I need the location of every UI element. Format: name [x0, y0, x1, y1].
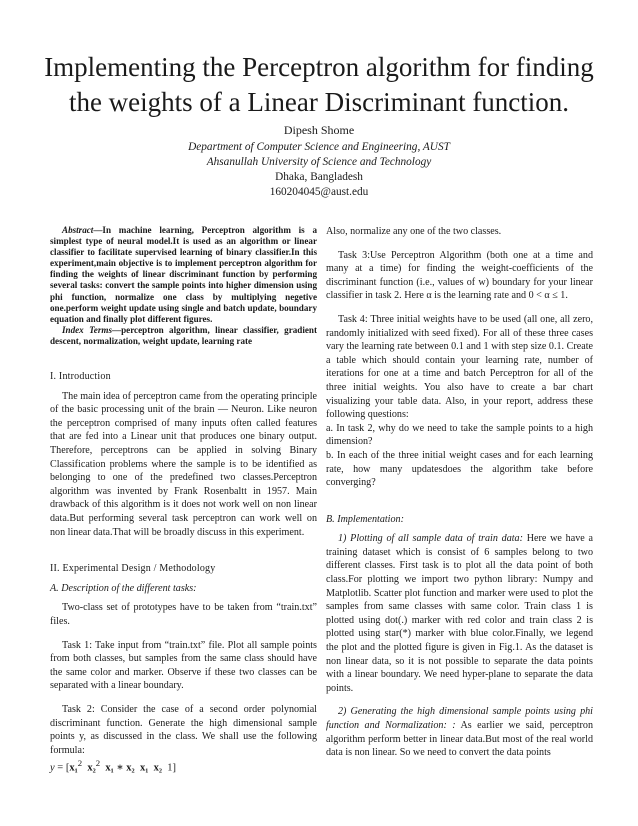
- intro-paragraph: The main idea of perceptron came from the operating principle of the basic processing unit of the brain — Neuron. Like neuron the perceptron comprised of many inputs often called features that are fed into a Linear unit that produces one binary output. Therefore, perceptrons can be applied in solving Binary Classification problems where the sample is to be identified as belonging to one of the predefined two classes.Perceptron algorithm was invented by Frank Rosenbaltt in 1957. Main drawback of this algorithm is it does not work well on non linear data.But performing several task perceptron can work well on non linear data.That will be broadly discuss in this experiment.: [50, 390, 317, 538]
- index-terms-text: —perceptron algorithm, linear classifier, gradient descent, normalization, weight update, learning rate: [50, 324, 317, 346]
- right-column: [326, 225, 593, 760]
- task2-paragraph: Task 2: Consider the case of a second order polynomial discriminant function. Generate the high dimensional sample points y, as discussed in the class. We shall use the following formula:: [50, 703, 317, 756]
- subsection-heading-tasks: A. Description of the different tasks:: [50, 582, 197, 594]
- left-column: [50, 225, 317, 775]
- normalize-paragraph: Also, normalize any one of the two classes.: [326, 226, 502, 237]
- step-1-heading: 1) Plotting of all sample data of train data:: [338, 533, 523, 545]
- phi-formula: y = [x₁$^2$ x₂$^2$ x₁ ∗ x₂ x₁ x₂ 1]: [50, 758, 177, 774]
- abstract-text: —In machine learning, Perceptron algorithm is a simplest type of neural model.It is used as an algorithm or linear classifier to facilitate supervised learning of binary classifier.In this experiment,main objective is to implement perceptron algorithm for finding the weights of linear discriminant function by performing several tasks: convert the sample points into higher dimension using phi function, normalize one class by multiplying negetive one.perform weight update using single and batch update, boundary equation and finally plot different figures.: [50, 225, 317, 324]
- section-heading-introduction: I. Introduction: [50, 371, 111, 383]
- step-2-heading: 2) Generating the high dimensional sample points using phi function and Normalization: :: [326, 706, 593, 731]
- implementation-step-1: 1) Plotting of all sample data of train data: Here we have a training dataset which is consist of 6 samples belong to two different classes. First task is to plot all the data point of both class.For plotting we import two python library: Numpy and Matplotlib. Scatter plot function and marker were used to plot the samples from same classes with same color. Train class 1 is plotted using dot(.) marker with red color and train class 2 is plotted using star(*) marker with blue color.Finally, we legend the plot and the plotted figure is given in Fig.1. As the dataset is non linear data, so it is not possible to separate the data points with a linear boundary. We need hyper-plane to separate the data points.: [326, 533, 593, 694]
- abstract: [50, 225, 317, 347]
- index-terms-label: Index Terms: [62, 324, 112, 335]
- train-file-paragraph: Two-class set of prototypes have to be taken from “train.txt” files.: [50, 602, 317, 627]
- author-name: Dipesh Shome: [283, 123, 355, 137]
- abstract-label: Abstract: [62, 225, 94, 235]
- implementation-step-2: 2) Generating the high dimensional sample points using phi function and Normalization: : As earlier we said, perceptron algorithm perform better in linear data.But most of the real world data is non linear. So we need to convert the data points: [326, 706, 593, 759]
- task4-question-b: b. In each of the three initial weight cases and for each learning rate, how many updatesdoes the algorithm take before converging?: [326, 449, 593, 489]
- author-email: 160204045@aust.edu: [269, 186, 369, 198]
- task4-paragraph: Task 4: Three initial weights have to be used (all one, all zero, randomly initialized with seed fixed). For all of these three cases vary the learning rate between 0.1 and 1 with step size 0.1. Create a table which should contain your learning rate, number of iterations for one at a time and batch Perceptron for all of the three initial weights. You also have to create a bar chart visualizing your table data. Also, in your report, address these following questions:: [326, 313, 593, 421]
- paper-title: Implementing the Perceptron algorithm for finding the weights of a Linear Discriminant function.: [44, 52, 594, 117]
- task4-question-a: a. In task 2, why do we need to take the sample points to a high dimension?: [326, 422, 593, 448]
- author-university: Ahsanullah University of Science and Technology: [206, 156, 432, 168]
- author-department: Department of Computer Science and Engineering, AUST: [188, 141, 450, 153]
- author-block: [100, 123, 538, 200]
- author-location: Dhaka, Bangladesh: [275, 171, 363, 183]
- task1-paragraph: Task 1: Take input from “train.txt” file. Plot all sample points from both classes, but samples from the same class should have the same color and marker. Observe if these two classes can be separated with a linear boundary.: [50, 639, 317, 692]
- task3-paragraph: Task 3:Use Perceptron Algorithm (both one at a time and many at a time) for finding the weight-coefficients of the discriminant function (i.e., values of w) boundary for your linear classifier in task 2. Here α is the learning rate and 0 < α ≤ 1.: [326, 249, 593, 302]
- section-heading-methodology: II. Experimental Design / Methodology: [50, 563, 216, 575]
- subsection-heading-implementation: B. Implementation:: [326, 513, 404, 525]
